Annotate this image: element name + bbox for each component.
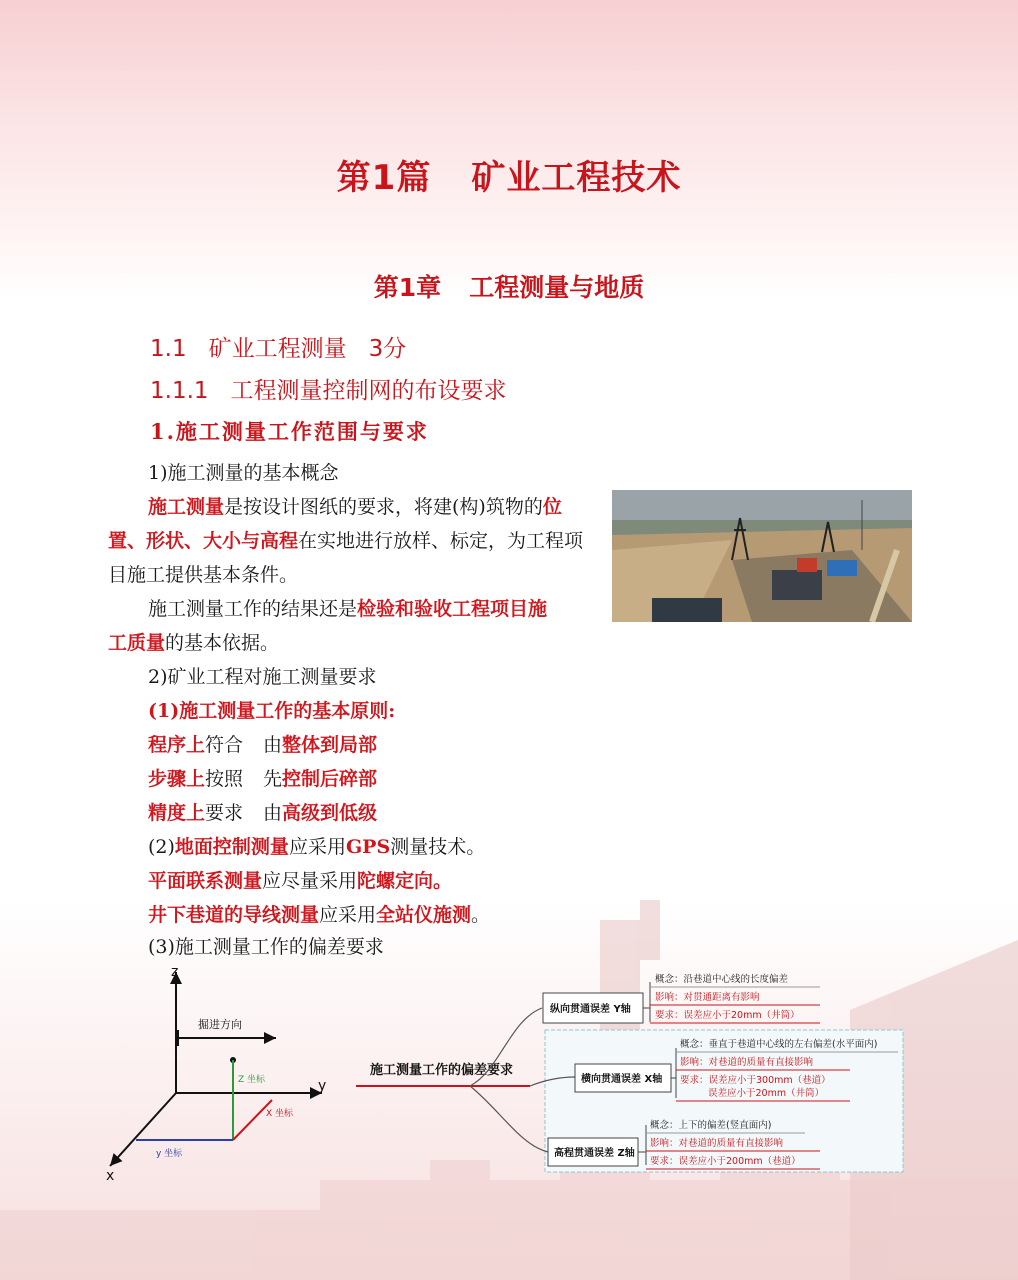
p1-line-a [148,492,562,519]
p1-line-e [108,628,279,655]
branch-label: 横向贯通误差 X轴 [581,1074,663,1085]
text: 测量技术。 [390,836,486,858]
p1-line-d [148,594,547,621]
principle-row [148,798,377,825]
term: 平面联系测量 [148,870,263,892]
y-coord-label: y 坐标 [156,1149,183,1159]
mine-site-photo [612,490,912,622]
term: 精度上 [148,802,206,824]
requirement-text: 要求：误差应小于300mm（巷道） [680,1075,831,1086]
branch-label: 纵向贯通误差 Y轴 [550,1004,631,1015]
z-label: z [171,964,179,980]
text: 的基本依据。 [165,632,280,654]
text: 应尽量采用 [262,870,358,892]
text: 由 [263,802,283,824]
heading-1: 1.施工测量工作范围与要求 [150,419,429,444]
term: 高级到低级 [282,802,378,824]
branch-label: 高程贯通误差 Z轴 [554,1148,635,1159]
term: 整体到局部 [282,734,378,756]
term: 控制后碎部 [282,768,378,790]
text: 按照 [205,768,244,790]
direction-label: 掘进方向 [198,1018,242,1031]
p1-label: 1)施工测量的基本概念 [148,462,339,484]
requirement-text: 误差应小于20mm（井筒） [708,1088,825,1099]
deviation-mindmap [350,960,910,1180]
text: 在实地进行放样、标定，为工程项 [298,530,584,552]
term: 程序上 [148,734,206,756]
term: 全站仪施测 [376,904,472,926]
section-heading [150,330,406,363]
text: 应采用 [288,836,346,858]
text: 先 [263,768,283,790]
p1-line-c: 目施工提供基本条件。 [108,564,299,586]
term: 步骤上 [148,768,206,790]
text: 符合 [205,734,244,756]
y-label: y [318,1078,327,1094]
concept-text: 概念：沿巷道中心线的长度偏差 [655,974,789,985]
text: 应采用 [319,904,377,926]
text: 。 [471,904,491,926]
total-station-line [148,900,490,927]
x-label: x [106,1168,115,1184]
part-number: 第1篇 [336,158,432,198]
term: 陀螺定向。 [357,870,453,892]
gyro-line [148,866,452,893]
p1-line-b [108,526,583,553]
section-name: 矿业工程测量 [208,336,347,362]
concept-text: 概念：垂直于巷道中心线的左右偏差(水平面内) [680,1039,878,1050]
x-coord-label: X 坐标 [266,1109,294,1119]
chapter-name: 工程测量与地质 [469,273,645,302]
impact-text: 影响：对巷道的质量有直接影响 [680,1057,814,1068]
term: 工质量 [108,632,166,654]
term: 置、形状、大小与高程 [108,530,299,552]
text: 是按设计图纸的要求，将建(构)筑物的 [224,496,543,518]
principle-heading: (1)施工测量工作的基本原则: [148,700,396,722]
text: (2) [148,836,175,858]
subsection-number: 1.1.1 [150,378,209,404]
text: 由 [263,734,283,756]
z-coord-label: Z 坐标 [238,1075,266,1085]
gps-line [148,832,485,859]
term: 检验和验收工程项目施 [357,598,548,620]
concept-text: 概念：上下的偏差(竖直面内) [650,1120,772,1131]
section-number: 1.1 [150,336,187,362]
text: 施工测量工作的结果还是 [148,598,358,620]
subsection-name: 工程测量控制网的布设要求 [230,378,507,404]
coordinate-axes-diagram [100,960,340,1185]
impact-text: 影响：对贯通距离有影响 [655,992,760,1003]
mindmap-root: 施工测量工作的偏差要求 [370,1063,514,1078]
term: 位 [542,496,562,518]
term: GPS [345,836,391,858]
term: 井下巷道的导线测量 [148,904,320,926]
part-title [0,150,1018,199]
principle-row [148,730,377,757]
term-construction-survey: 施工测量 [148,496,225,518]
principle-row [148,764,377,791]
p2-label: 2)矿业工程对施工测量要求 [148,666,377,688]
requirement-text: 要求：误差应小于20mm（井筒） [655,1010,800,1021]
chapter-number: 第1章 [373,273,442,302]
subsection-heading [150,372,507,405]
text: 要求 [205,802,244,824]
deviation-heading: (3)施工测量工作的偏差要求 [148,936,384,958]
chapter-title [0,268,1018,304]
part-name: 矿业工程技术 [471,158,682,198]
term: 地面控制测量 [174,836,289,858]
impact-text: 影响：对巷道的质量有直接影响 [650,1138,784,1149]
section-score: 3分 [368,336,407,362]
requirement-text: 要求：误差应小于200mm（巷道） [650,1156,801,1167]
